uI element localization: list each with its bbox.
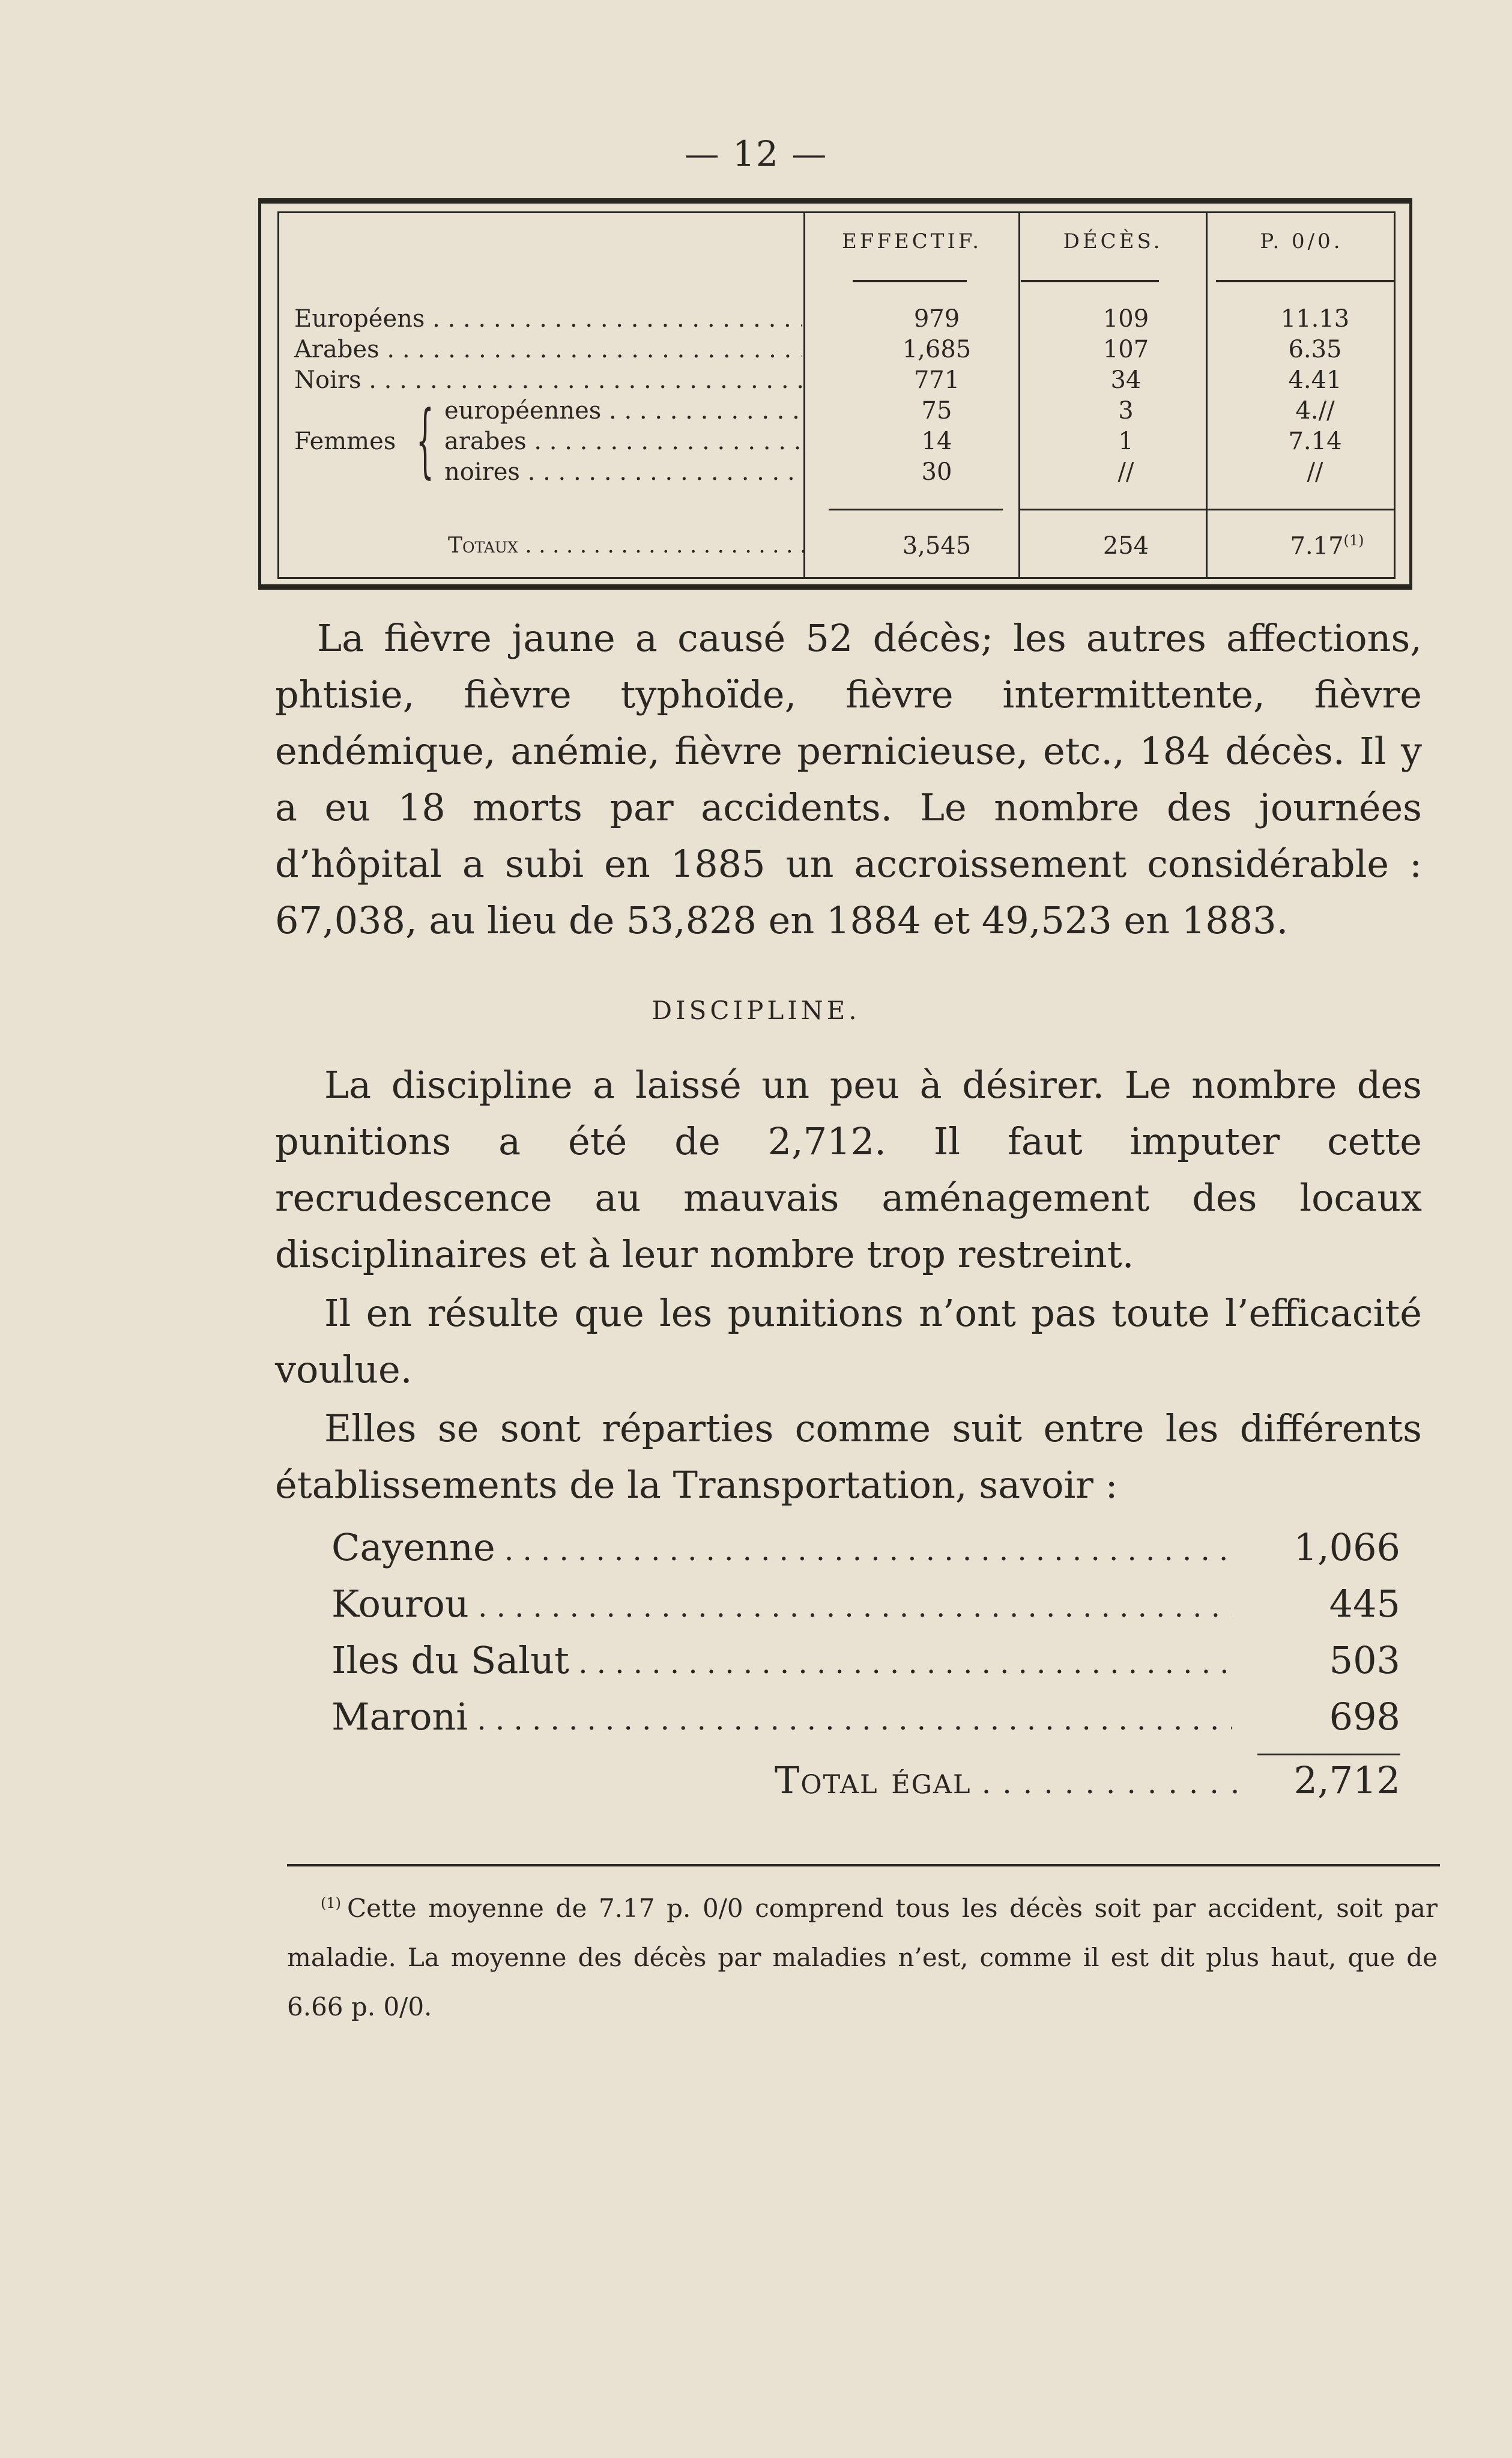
cell-pct: 4.// — [1295, 397, 1335, 425]
list-item: Iles du Salut . . . 503 — [331, 1638, 1400, 1694]
group-label-femmes: Femmes — [294, 428, 396, 455]
footnote-rule — [287, 1864, 1440, 1866]
cell-deces: 107 — [1102, 336, 1149, 363]
cell-pct: 7.14 — [1288, 428, 1342, 455]
cell-effectif: 1,685 — [902, 336, 972, 363]
table-row-label: Noirs . . . — [294, 366, 802, 394]
column-divider — [803, 211, 805, 579]
sum-rule — [1257, 1754, 1400, 1755]
table-row-label: arabes . . . — [444, 428, 802, 455]
total-effectif: 3,545 — [902, 532, 972, 560]
total-pct: 7.17$^{(1)}$ — [1290, 532, 1364, 560]
table-row-label: Européens . . . — [294, 305, 802, 333]
footnote-marker: (1) — [321, 1895, 341, 1912]
table-row-label: noires . . . — [444, 458, 802, 486]
total-rule — [1208, 509, 1396, 510]
section-heading-discipline: DISCIPLINE. — [652, 996, 860, 1025]
cell-effectif: 771 — [913, 366, 960, 394]
list-item: Kourou . . . 445 — [331, 1582, 1400, 1637]
paragraph-discipline: La discipline a laissé un peu à désirer. Le nombre des punitions a été de 2,712. Il faut imputer cette recrudescence au mauvais aménagement des locaux disciplinaires et à leur nombre trop restreint. — [275, 1063, 1422, 1276]
total-rule — [1020, 509, 1206, 510]
footnote-text: Cette moyenne de 7.17 p. 0/0 comprend tous les décès soit par accident, soit par maladie. La moyenne des décès par maladies n’est, comme il est dit plus haut, que de 6.66 p. 0/0. — [287, 1893, 1438, 2021]
cell-deces: 34 — [1110, 366, 1142, 394]
cell-pct: 11.13 — [1280, 305, 1350, 333]
total-deces: 254 — [1102, 532, 1149, 560]
header-deces: DÉCÈS. — [1063, 229, 1163, 253]
cell-deces: 3 — [1118, 397, 1134, 425]
group-brace: { — [416, 393, 434, 487]
cell-effectif: 75 — [921, 397, 952, 425]
cell-pct: 4.41 — [1288, 366, 1342, 394]
paragraph-fievre: La fièvre jaune a causé 52 décès; les autres affections, phtisie, fièvre typhoïde, fièvre intermittente, fièvre endémique, anémie, fièvre pernicieuse, etc., 184 décès. Il y a eu 18 morts par accidents. Le nombre des journées d’hôpital a subi en 1885 un accroissement considérable : 67,038, au lieu de 53,828 en 1884 et 49,523 en 1883. — [275, 616, 1422, 942]
list-item: Cayenne . . . 1,066 — [331, 1525, 1400, 1581]
cell-deces: 109 — [1102, 305, 1149, 333]
cell-pct: // — [1307, 458, 1323, 486]
cell-deces: 1 — [1118, 428, 1134, 455]
header-rule — [1021, 280, 1159, 282]
table-row-label: Arabes . . . — [294, 336, 802, 363]
cell-deces: // — [1117, 458, 1134, 486]
paragraph-repartition: Elles se sont réparties comme suit entre les différents établissements de la Transportation, savoir : — [275, 1406, 1422, 1507]
table-row-label: européennes . . . — [444, 397, 802, 425]
totals-label: Totaux . . . — [448, 533, 803, 558]
column-divider — [1206, 211, 1208, 579]
header-effectif: EFFECTIF. — [841, 229, 982, 253]
header-rule — [853, 280, 967, 282]
column-divider — [1018, 211, 1020, 579]
header-rule — [1216, 280, 1395, 282]
cell-effectif: 30 — [921, 458, 952, 486]
header-pct: P. 0/0. — [1260, 229, 1343, 253]
footnote-ref: (1) — [1343, 532, 1364, 549]
page-number: — 12 — — [684, 133, 828, 174]
cell-effectif: 14 — [921, 428, 952, 455]
paragraph-efficacite: Il en résulte que les punitions n’ont pas toute l’efficacité voulue. — [275, 1291, 1422, 1391]
cell-effectif: 979 — [913, 305, 960, 333]
mortality-table-inner — [277, 211, 1396, 579]
list-item: Maroni . . . 698 — [331, 1695, 1400, 1750]
total-rule — [829, 509, 1003, 510]
footnote — [287, 1878, 1438, 2032]
cell-pct: 6.35 — [1288, 336, 1342, 363]
